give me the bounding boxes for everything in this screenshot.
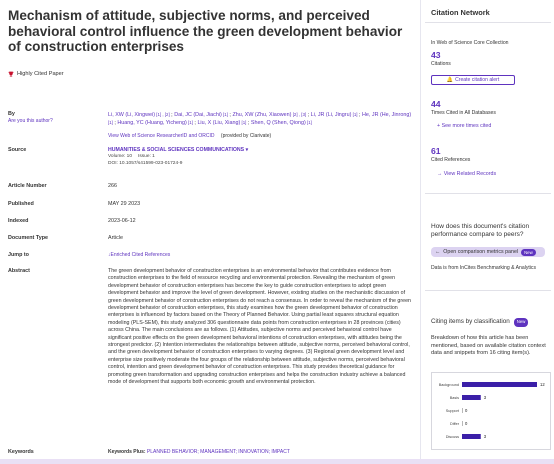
page-title: Mechanism of attitude, subjective norms, and perceived behavioral control influence the green development behavior of construction enterprises — [8, 8, 403, 54]
author-link[interactable]: Shen, Q (Shen, Qiong) — [250, 120, 306, 126]
classification-chart — [431, 372, 551, 450]
chart-category-label: Discuss — [445, 435, 459, 439]
provided-by-text: (provided by Clarivate) — [220, 133, 272, 139]
author-affiliation[interactable]: [1] — [305, 120, 312, 125]
chart-category-label: Basis — [449, 396, 459, 400]
article-number-value: 266 — [108, 183, 117, 189]
issue-text: Issue: 1 — [138, 154, 155, 159]
author-affiliation[interactable]: [1] , [2] — [155, 112, 170, 117]
volume-text: Volume: 10 — [108, 154, 133, 159]
by-label: By Are you this author? — [8, 111, 103, 125]
classification-heading: Citing items by classification New — [431, 318, 528, 327]
author-link[interactable]: He, JR (He, Jinrong) — [361, 112, 412, 118]
cited-refs-label: Cited References — [431, 157, 471, 163]
chart-value-label: 3 — [483, 395, 487, 401]
highly-cited-badge — [8, 71, 64, 77]
journal-link[interactable]: HUMANITIES & SOCIAL SCIENCES COMMUNICATIONS ▾ — [108, 147, 249, 153]
citations-label: Citations — [431, 61, 451, 67]
indexed-label: Indexed — [8, 218, 29, 224]
create-alert-button[interactable]: 🔔 Create citation alert — [431, 75, 515, 85]
chart-value-label: 3 — [483, 434, 487, 440]
keywords-plus-list[interactable]: PLANNED BEHAVIOR; MANAGEMENT; INNOVATION; IMPACT — [146, 449, 290, 455]
document-type-label: Document Type — [8, 235, 49, 241]
divider — [425, 22, 551, 23]
chart-value-label: 0 — [465, 421, 468, 427]
chart-bar[interactable] — [462, 434, 481, 439]
author-link[interactable]: Dai, JC (Dai, Jiachi) — [174, 112, 222, 118]
document-type-value: Article — [108, 235, 123, 241]
collection-text: In Web of Science Core Collection — [431, 40, 509, 46]
author-affiliation[interactable]: [1] — [108, 120, 113, 125]
citation-network-title: Citation Network — [431, 8, 490, 17]
bell-icon: 🔔 — [446, 77, 454, 83]
times-cited-count[interactable]: 44 — [431, 99, 441, 109]
enriched-refs-link[interactable]: ↓Enriched Cited References — [108, 252, 171, 258]
author-link[interactable]: Li, JR (Li, Jingru) — [310, 112, 352, 118]
author-affiliation[interactable]: [1] — [351, 112, 358, 117]
cited-refs-count[interactable]: 61 — [431, 146, 441, 156]
incites-text: Data is from InCites Benchmarking & Analytics — [431, 265, 537, 271]
published-value: MAY 29 2023 — [108, 201, 141, 207]
indexed-value: 2023-06-12 — [108, 218, 136, 224]
published-label: Published — [8, 201, 34, 207]
highly-cited-label: Highly Cited Paper — [17, 71, 64, 77]
author-affiliation[interactable]: [1] — [221, 112, 228, 117]
comparison-question: How does this document's citation performance compare to peers? — [431, 223, 530, 239]
chart-value-label: 0 — [465, 408, 468, 414]
trophy-icon — [8, 71, 14, 77]
abstract-text: The green development behavior of construction enterprises is an environmental behavior that contributes evidence from construction enterprises to the field of resource recycling and environmental protection. Revealing the mechanism of green development behavior of construction enterprises has become the key to guide construction enterprises to adopt green development behavior and improve the level of green development. However, existing studies on the mechanistic discussion of green development behavior of construction enterprises do not reach a consensus. In order to reveal the mechanism of the green development behavior of construction enterprises, this study examines how the green development behavior of construction enterprises is influenced by factors based on the Theory of Planned Behavior. Using partial least squares structural equation modeling (PLS-SEM), this study analyzed 306 questionnaire data points from construction enterprises in 28 provinces (cities) across China. The main conclusions are as follows. (1) Attitudes, subjective norms and perceived behavioral control have significant positive effects on the green development behavioral intentions of construction enterprises, with attitudes being the strongest predictor. (2) Intention intermediates the relationships between attitude, subjective norms, perceived behavioral control, and the green development behavior of construction enterprises to varying degrees. (3) Regional green development level and enterprise size positively moderate the four groups of the relationship between attitude, subjective norms, perceived behavioral control, intention and green development behavior of construction enterprises. This study provides theoretical guidance for promoting green transformation and upgrading construction enterprises and helps the construction industry achieve a balanced mode of development that supports both economic growth and environmental protection. — [108, 268, 411, 386]
author-affiliation[interactable]: [1] — [240, 120, 247, 125]
keywords-plus-label: Keywords Plus: — [108, 449, 146, 455]
divider — [425, 193, 551, 194]
abstract-label: Abstract — [8, 268, 30, 274]
author-affiliation[interactable]: [2] , [3] — [291, 112, 307, 117]
chart-bar[interactable] — [462, 382, 537, 387]
view-related-link[interactable]: → View Related Records — [437, 171, 497, 177]
chart-category-label: Differ — [449, 422, 459, 426]
author-link[interactable]: Li, XW (Li, Xingwei) — [108, 112, 156, 118]
chart-value-label: 12 — [540, 382, 545, 388]
chart-bar[interactable] — [462, 395, 481, 400]
keywords-label: Keywords — [8, 449, 34, 455]
arrow-left-icon: ← — [435, 249, 441, 255]
caret-down-icon: ▾ — [245, 147, 249, 153]
divider — [425, 290, 551, 291]
open-comparison-button[interactable]: ← Open comparison metrics panel New — [431, 247, 545, 257]
view-researcher-link[interactable]: View Web of Science ResearcherID and ORCID — [108, 133, 215, 139]
see-more-times-cited-link[interactable]: + See more times cited — [437, 123, 492, 129]
article-number-label: Article Number — [8, 183, 47, 189]
chart-bar — [462, 421, 463, 426]
jump-to-label: Jump to — [8, 252, 29, 258]
doi-text: DOI: 10.1057/s41599-023-01724-9 — [108, 160, 183, 166]
author-list: Li, XW (Li, Xingwei) [1] , [2] ; Dai, JC (Dai, Jiachi) [1] ; Zhu, XW (Zhu, Xiaowen) [2] , [3] ; Li, JR (Li, Jingru) [1] ; He, JR (He, Jinrong) [1] ; Huang, YC (Huang, Yicheng) [1] ; Liu, X (Liu, Xiang) [1] ; Shen, Q (Shen, Qiong) [1] — [108, 112, 412, 126]
chart-category-label: Support — [445, 409, 459, 413]
source-label: Source — [8, 147, 27, 153]
new-badge: New — [514, 318, 529, 327]
author-link[interactable]: Zhu, XW (Zhu, Xiaowen) — [232, 112, 292, 118]
classification-breakdown: Breakdown of how this article has been mentioned, based on available citation context data and snippets from 16 citing item(s). — [431, 335, 546, 357]
author-link[interactable]: Huang, YC (Huang, Yicheng) — [117, 120, 187, 126]
citation-network-panel — [420, 0, 554, 464]
arrow-down-icon: ↓ — [108, 252, 111, 258]
classification-chart-svg — [432, 373, 550, 449]
arrow-right-icon: → — [437, 171, 444, 177]
author-affiliation[interactable]: [1] — [186, 120, 193, 125]
author-link[interactable]: Liu, X (Liu, Xiang) — [197, 120, 241, 126]
new-badge: New — [521, 249, 536, 256]
bottom-bar — [0, 459, 554, 464]
chart-bar — [462, 408, 463, 413]
citations-count[interactable]: 43 — [431, 50, 441, 60]
times-cited-label: Times Cited in All Databases — [431, 110, 496, 116]
are-you-author-link[interactable]: Are you this author? — [8, 118, 53, 124]
chart-category-label: Background — [438, 383, 459, 387]
